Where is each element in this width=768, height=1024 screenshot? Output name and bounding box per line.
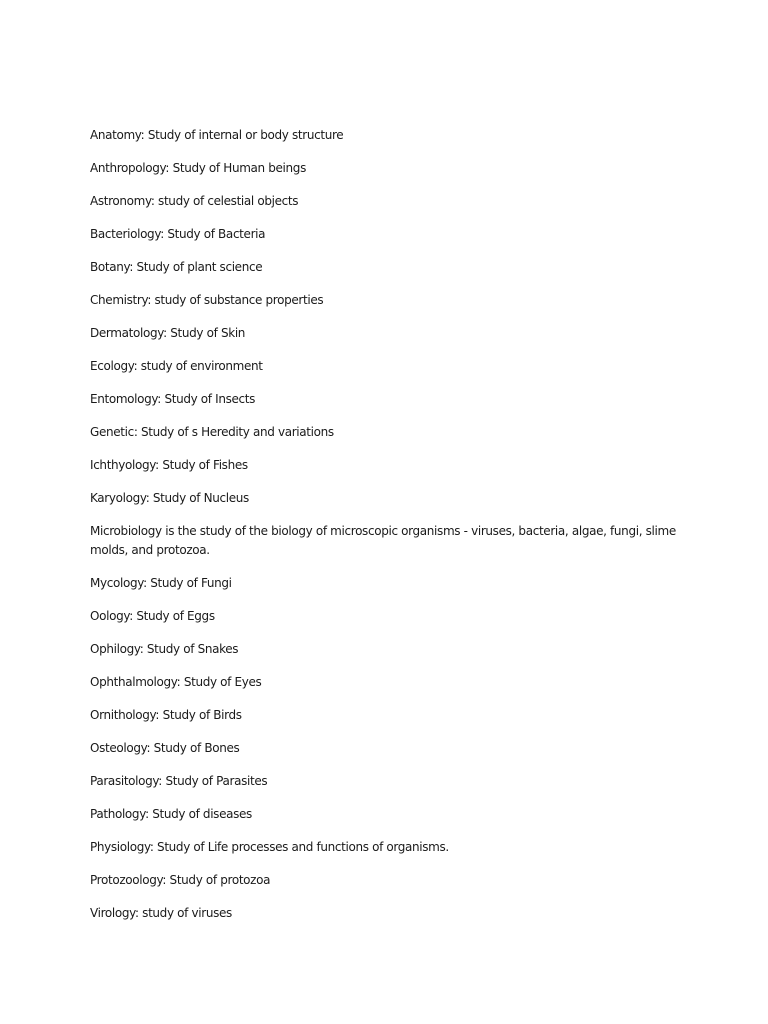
list-item: Entomology: Study of Insects — [90, 392, 256, 406]
list-item: Botany: Study of plant science — [90, 260, 263, 274]
list-item: Microbiology is the study of the biology of microscopic organisms - viruses, bacteria, algae, fungi, slime molds, and protozoa. — [90, 524, 676, 557]
list-item: Ecology: study of environment — [90, 359, 263, 373]
list-item: Anatomy: Study of internal or body structure — [90, 128, 344, 142]
list-item: Protozoology: Study of protozoa — [90, 873, 271, 887]
list-item: Oology: Study of Eggs — [90, 609, 215, 623]
list-item: Mycology: Study of Fungi — [90, 576, 232, 590]
list-item: Ophilogy: Study of Snakes — [90, 642, 239, 656]
list-item: Ophthalmology: Study of Eyes — [90, 675, 262, 689]
list-item: Anthropology: Study of Human beings — [90, 161, 306, 175]
list-item: Genetic: Study of s Heredity and variations — [90, 425, 334, 439]
list-item: Osteology: Study of Bones — [90, 741, 240, 755]
list-item: Pathology: Study of diseases — [90, 807, 252, 821]
list-item: Astronomy: study of celestial objects — [90, 194, 299, 208]
list-item: Ornithology: Study of Birds — [90, 708, 242, 722]
list-item: Dermatology: Study of Skin — [90, 326, 246, 340]
list-item: Ichthyology: Study of Fishes — [90, 458, 248, 472]
definition-list — [90, 126, 690, 937]
list-item: Physiology: Study of Life processes and functions of organisms. — [90, 840, 449, 854]
list-item: Bacteriology: Study of Bacteria — [90, 227, 266, 241]
list-item: Karyology: Study of Nucleus — [90, 491, 249, 505]
list-item: Virology: study of viruses — [90, 906, 232, 920]
list-item: Parasitology: Study of Parasites — [90, 774, 268, 788]
list-item: Chemistry: study of substance properties — [90, 293, 324, 307]
